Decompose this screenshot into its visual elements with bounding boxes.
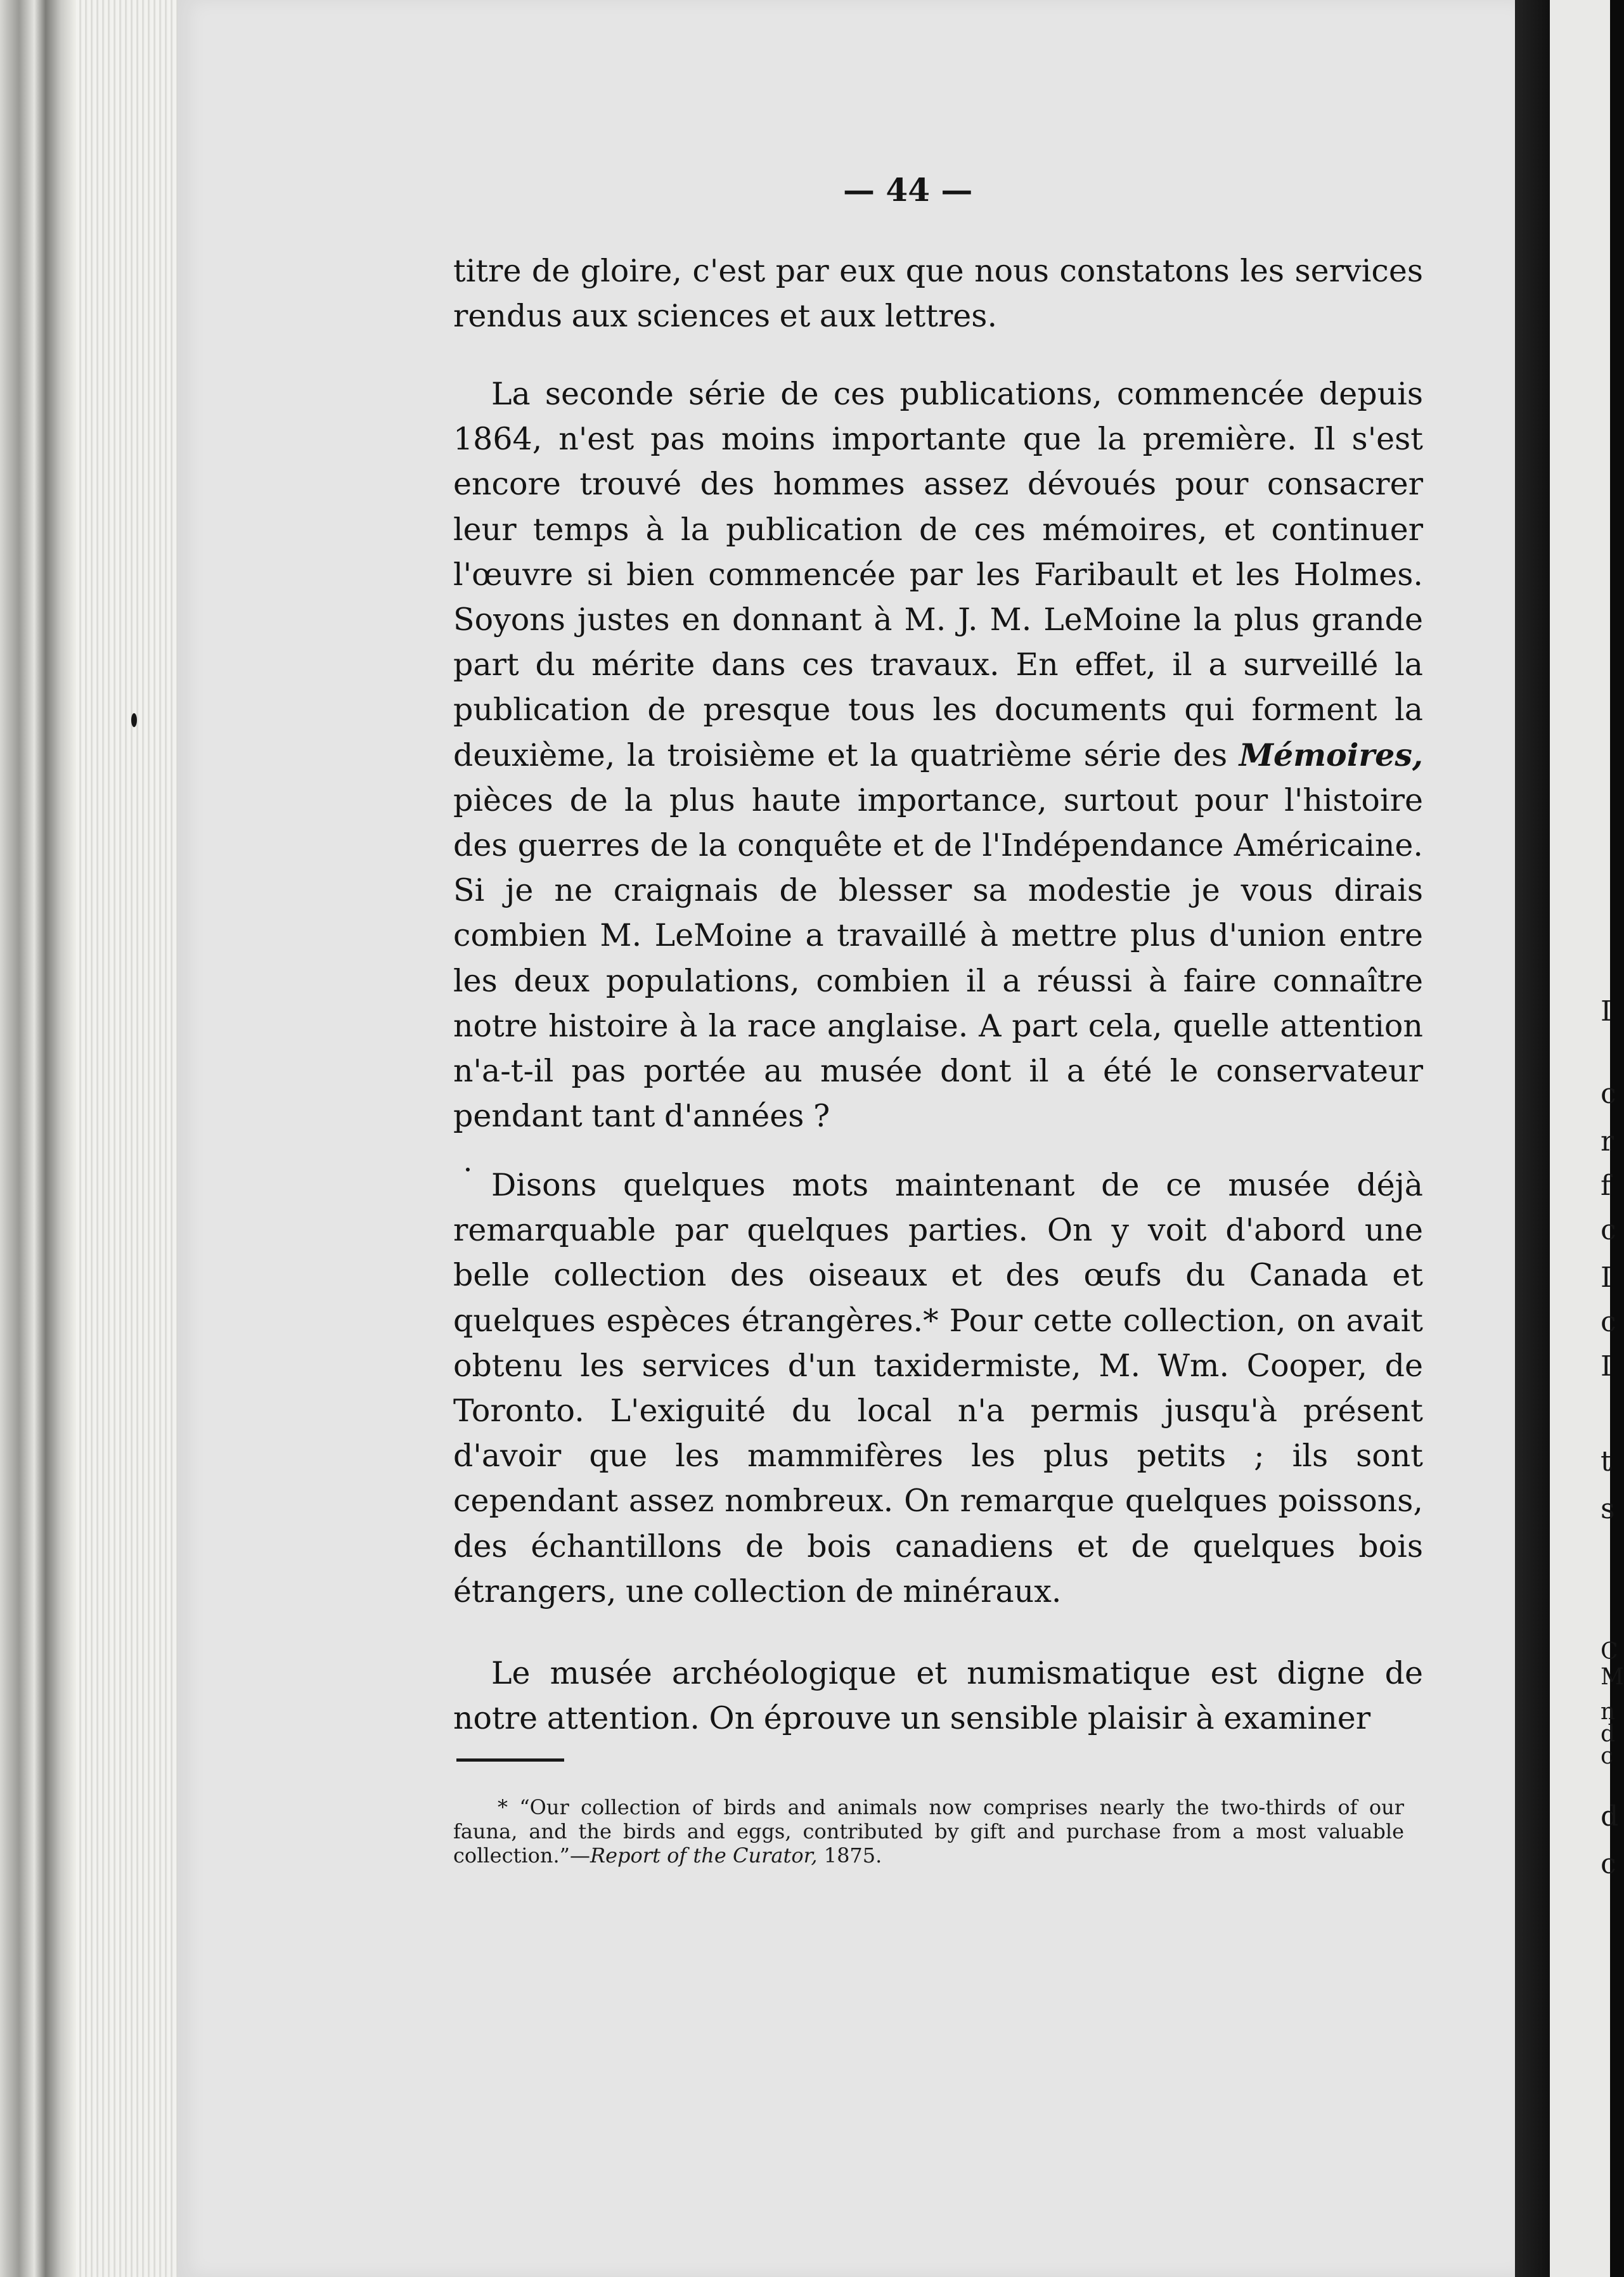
adjacent-page-letter: c bbox=[1601, 1078, 1616, 1110]
adjacent-page-letter: d bbox=[1601, 1721, 1616, 1747]
adjacent-page-letter: I bbox=[1601, 995, 1612, 1028]
paragraph-archaeological-museum: Le musée archéologique et numismatique est digne de notre attention. On éprouve un sensible plaisir à examiner bbox=[453, 1655, 1423, 1737]
footnote-rule bbox=[456, 1758, 564, 1762]
adjacent-page-letter: c bbox=[1601, 1743, 1614, 1769]
adjacent-page-letter: C bbox=[1601, 1639, 1618, 1665]
scan-binding-edge bbox=[0, 0, 76, 2277]
adjacent-page-strip bbox=[1550, 0, 1624, 2277]
adjacent-page-letter: I bbox=[1601, 1261, 1612, 1294]
paragraph-italic-title: Mémoires, bbox=[1239, 736, 1423, 773]
scan-speck bbox=[466, 1168, 470, 1171]
footnote-text: * “Our collection of birds and animals now comprises nearly the two-thirds of our fauna, and the birds and eggs, contributed by gift and purchase from a most valuable collection.”— bbox=[453, 1795, 1404, 1867]
adjacent-page-letter: d bbox=[1601, 1800, 1619, 1833]
adjacent-page-letter: c bbox=[1601, 1214, 1616, 1246]
page-number: — 44 — bbox=[843, 171, 973, 209]
footnote bbox=[453, 1795, 1404, 1867]
page-stack-edge bbox=[76, 0, 177, 2277]
page-gutter-shadow bbox=[1515, 0, 1550, 2277]
adjacent-page-letter: r bbox=[1601, 1125, 1614, 1158]
adjacent-page-letter: c bbox=[1601, 1848, 1616, 1880]
adjacent-page-letter: c bbox=[1601, 1306, 1616, 1338]
footnote-source: Report of the Curator, bbox=[590, 1843, 818, 1867]
adjacent-page-letter: n bbox=[1601, 1699, 1616, 1725]
paragraph-text: pièces de la plus haute importance, surtout pour l'histoire des guerres de la conquête et de l'Indépendance Américaine. Si je ne craignais de blesser sa modestie je vous dirais combien M. LeMoine a travaillé à mettre plus d'union entre les deux populations, combien il a réussi à faire connaître notre histoire à la race anglaise. A part cela, quelle attention n'a-t-il pas portée au musée dont il a été le conservateur pendant tant d'années ? bbox=[453, 782, 1423, 1135]
adjacent-page-letter: M bbox=[1601, 1664, 1624, 1690]
paragraph-memoires bbox=[453, 371, 1423, 1138]
paragraph-continuation: titre de gloire, c'est par eux que nous constatons les services rendus aux sciences et aux lettres. bbox=[453, 253, 1423, 335]
footnote-year: 1875. bbox=[823, 1843, 882, 1867]
adjacent-page-letter: t bbox=[1601, 1445, 1612, 1478]
adjacent-page-letter: s bbox=[1601, 1493, 1615, 1525]
paragraph-museum: Disons quelques mots maintenant de ce musée déjà remarquable par quelques parties. On y voit d'abord une belle collection des oiseaux et des œufs du Canada et quelques espèces étrangères.* Pour cette collection, on avait obtenu les services d'un taxidermiste, M. Wm. Cooper, de Toronto. L'exiguité du local n'a permis jusqu'à présent d'avoir que les mammifères les plus petits ; ils sont cependant assez nombreux. On remarque quelques poissons, des échantillons de bois canadiens et de quelques bois étrangers, une collection de minéraux. bbox=[453, 1167, 1423, 1609]
scan-speck bbox=[131, 713, 137, 727]
adjacent-page-letter: I bbox=[1601, 1350, 1612, 1383]
adjacent-page-letter: f bbox=[1601, 1170, 1611, 1202]
paragraph-text: La seconde série de ces publications, commencée depuis 1864, n'est pas moins importante que la première. Il s'est encore trouvé des hommes assez dévoués pour consacrer leur temps à la publication de ces mémoires, et continuer l'œuvre si bien commencée par les Faribault et les Holmes. Soyons justes en donnant à M. J. M. LeMoine la plus grande part du mérite dans ces travaux. En effet, il a surveillé la publication de presque tous les documents qui forment la deuxième, la troisième et la quatrième série des bbox=[453, 376, 1423, 773]
